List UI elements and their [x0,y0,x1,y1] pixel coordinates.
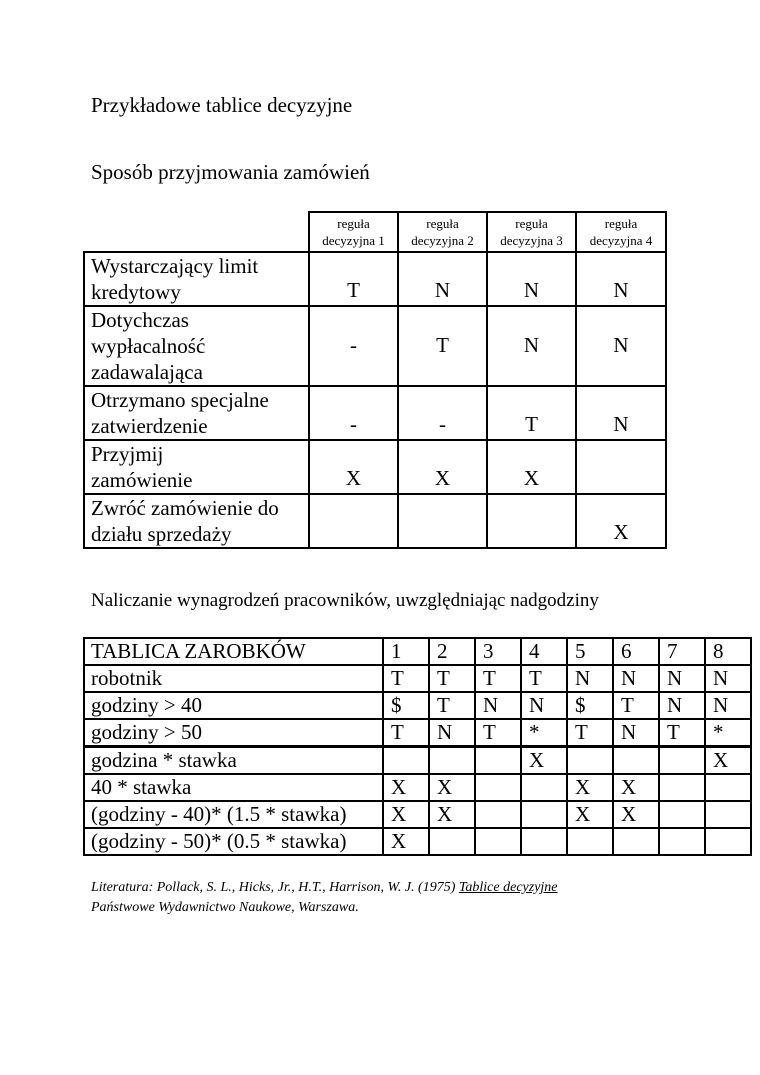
row-label-line: Dotychczas [91,308,189,332]
rule-cell [659,774,705,801]
rule-cell: N [576,306,666,386]
rule-cell: T [475,665,521,692]
row-label: (godziny - 50)* (0.5 * stawka) [84,828,383,855]
rule-header-3-line2: decyzyjna 3 [500,233,563,248]
rule-cell: X [487,440,576,494]
table-header-row [84,638,751,665]
rule-cell: X [576,494,666,548]
page-title: Przykładowe tablice decyzyjne [91,93,353,117]
rule-cell: 7 [659,638,705,665]
action-row [84,747,751,775]
section1-heading: Sposób przyjmowania zamówień [91,160,370,184]
condition-row [84,665,751,692]
rule-cell: X [705,747,751,775]
rule-cell [613,828,659,855]
literature-book-title: Tablice decyzyjne [458,880,558,895]
rule-cell [475,774,521,801]
rule-header-4-line1: reguła [604,216,638,231]
action-row [84,828,751,855]
row-label: godziny > 50 [84,719,383,747]
rule-cell: X [398,440,487,494]
rule-cell [429,828,475,855]
table-row [84,306,666,386]
rule-cell: X [383,774,429,801]
condition-row [84,719,751,747]
rule-cell [487,494,576,548]
rule-cell: 1 [383,638,429,665]
row-label: (godziny - 40)* (1.5 * stawka) [84,801,383,828]
literature-reference [91,878,558,918]
rule-cell [521,774,567,801]
rule-cell: N [613,665,659,692]
rule-cell: N [521,692,567,719]
rule-cell: N [567,665,613,692]
action-row [84,801,751,828]
rule-cell: T [487,386,576,440]
table-row [84,252,666,306]
row-label-line: Wystarczający limit [91,254,259,278]
rule-cell: T [429,665,475,692]
rule-cell: X [521,747,567,775]
row-label [84,440,309,494]
section2-heading: Naliczanie wynagrodzeń pracowników, uwzględniając nadgodziny [91,590,599,611]
rule-cell: T [383,719,429,747]
rule-cell: X [567,774,613,801]
rule-header-2-line2: decyzyjna 2 [411,233,474,248]
row-label-line: Zwróć zamówienie do [91,496,279,520]
rule-cell [659,801,705,828]
row-label: robotnik [84,665,383,692]
rule-cell: 5 [567,638,613,665]
rule-cell: 8 [705,638,751,665]
rule-cell: T [659,719,705,747]
rule-cell: X [429,801,475,828]
rule-cell: N [705,692,751,719]
rule-cell: T [613,692,659,719]
row-label: godzina * stawka [84,747,383,775]
rule-cell [521,801,567,828]
rule-cell [475,828,521,855]
rule-cell: N [576,386,666,440]
rule-header-4-line2: decyzyjna 4 [589,233,653,248]
rule-cell [383,747,429,775]
row-label-line: zadawalająca [91,360,203,384]
row-label-line: Otrzymano specjalne [91,388,269,412]
rule-cell: N [659,692,705,719]
rule-cell: 4 [521,638,567,665]
rule-cell: - [309,306,398,386]
rule-cell [705,828,751,855]
rule-cell: T [429,692,475,719]
rule-header-1-line2: decyzyjna 1 [322,233,385,248]
rule-header-2-line1: reguła [426,216,459,231]
rule-cell: T [383,665,429,692]
condition-row [84,692,751,719]
rule-cell: - [398,386,487,440]
action-row [84,774,751,801]
rule-cell: X [613,774,659,801]
rule-cell: N [475,692,521,719]
rule-cell: * [521,719,567,747]
row-label: TABLICA ZAROBKÓW [84,638,383,665]
row-label: 40 * stawka [84,774,383,801]
rule-cell: X [309,440,398,494]
row-label-line: zatwierdzenie [91,414,208,438]
rule-header-2 [398,212,487,252]
order-decision-table [83,211,667,549]
rule-header-1-line1: reguła [337,216,370,231]
row-label: godziny > 40 [84,692,383,719]
rule-cell [475,747,521,775]
rule-cell [705,801,751,828]
row-label-line: działu sprzedaży [91,522,232,546]
rule-cell: X [383,828,429,855]
wage-decision-table [83,637,752,856]
rule-cell: T [475,719,521,747]
rule-cell: X [567,801,613,828]
rule-cell: T [521,665,567,692]
corner-cell [84,212,309,252]
rule-cell: - [309,386,398,440]
rule-cell [705,774,751,801]
rule-cell: 2 [429,638,475,665]
rule-cell [429,747,475,775]
rule-cell [659,828,705,855]
row-label [84,252,309,306]
rule-cell: N [705,665,751,692]
rule-cell: N [487,306,576,386]
rule-header-4 [576,212,666,252]
row-label-line: Przyjmij [91,442,164,466]
rule-cell: N [613,719,659,747]
rule-header-3 [487,212,576,252]
rule-cell: N [659,665,705,692]
row-label-line: kredytowy [91,280,181,304]
table-row [84,440,666,494]
table-row [84,494,666,548]
rule-cell [567,828,613,855]
rule-cell: 6 [613,638,659,665]
rule-cell: N [576,252,666,306]
rule-cell: * [705,719,751,747]
rule-cell: $ [567,692,613,719]
rule-cell [659,747,705,775]
rule-header-3-line1: reguła [515,216,548,231]
literature-publisher: Państwowe Wydawnictwo Naukowe, Warszawa. [91,900,359,915]
rule-cell [576,440,666,494]
rule-cell [521,828,567,855]
rule-cell: T [567,719,613,747]
rule-cell: X [383,801,429,828]
rule-cell [567,747,613,775]
rule-cell: N [398,252,487,306]
rule-cell: X [429,774,475,801]
row-label-line: zamówienie [91,468,193,492]
rule-cell: $ [383,692,429,719]
rule-cell [309,494,398,548]
rule-header-1 [309,212,398,252]
rule-cell: N [487,252,576,306]
rule-cell: T [398,306,487,386]
rule-cell: X [613,801,659,828]
rule-cell: 3 [475,638,521,665]
row-label [84,386,309,440]
rule-cell [613,747,659,775]
row-label [84,306,309,386]
table-row [84,386,666,440]
literature-authors: Literatura: Pollack, S. L., Hicks, Jr., H.T., Harrison, W. J. (1975) [91,880,459,895]
rule-cell [398,494,487,548]
rule-cell [475,801,521,828]
row-label-line: wypłacalność [91,334,206,358]
rule-cell: N [429,719,475,747]
rule-cell: T [309,252,398,306]
row-label [84,494,309,548]
